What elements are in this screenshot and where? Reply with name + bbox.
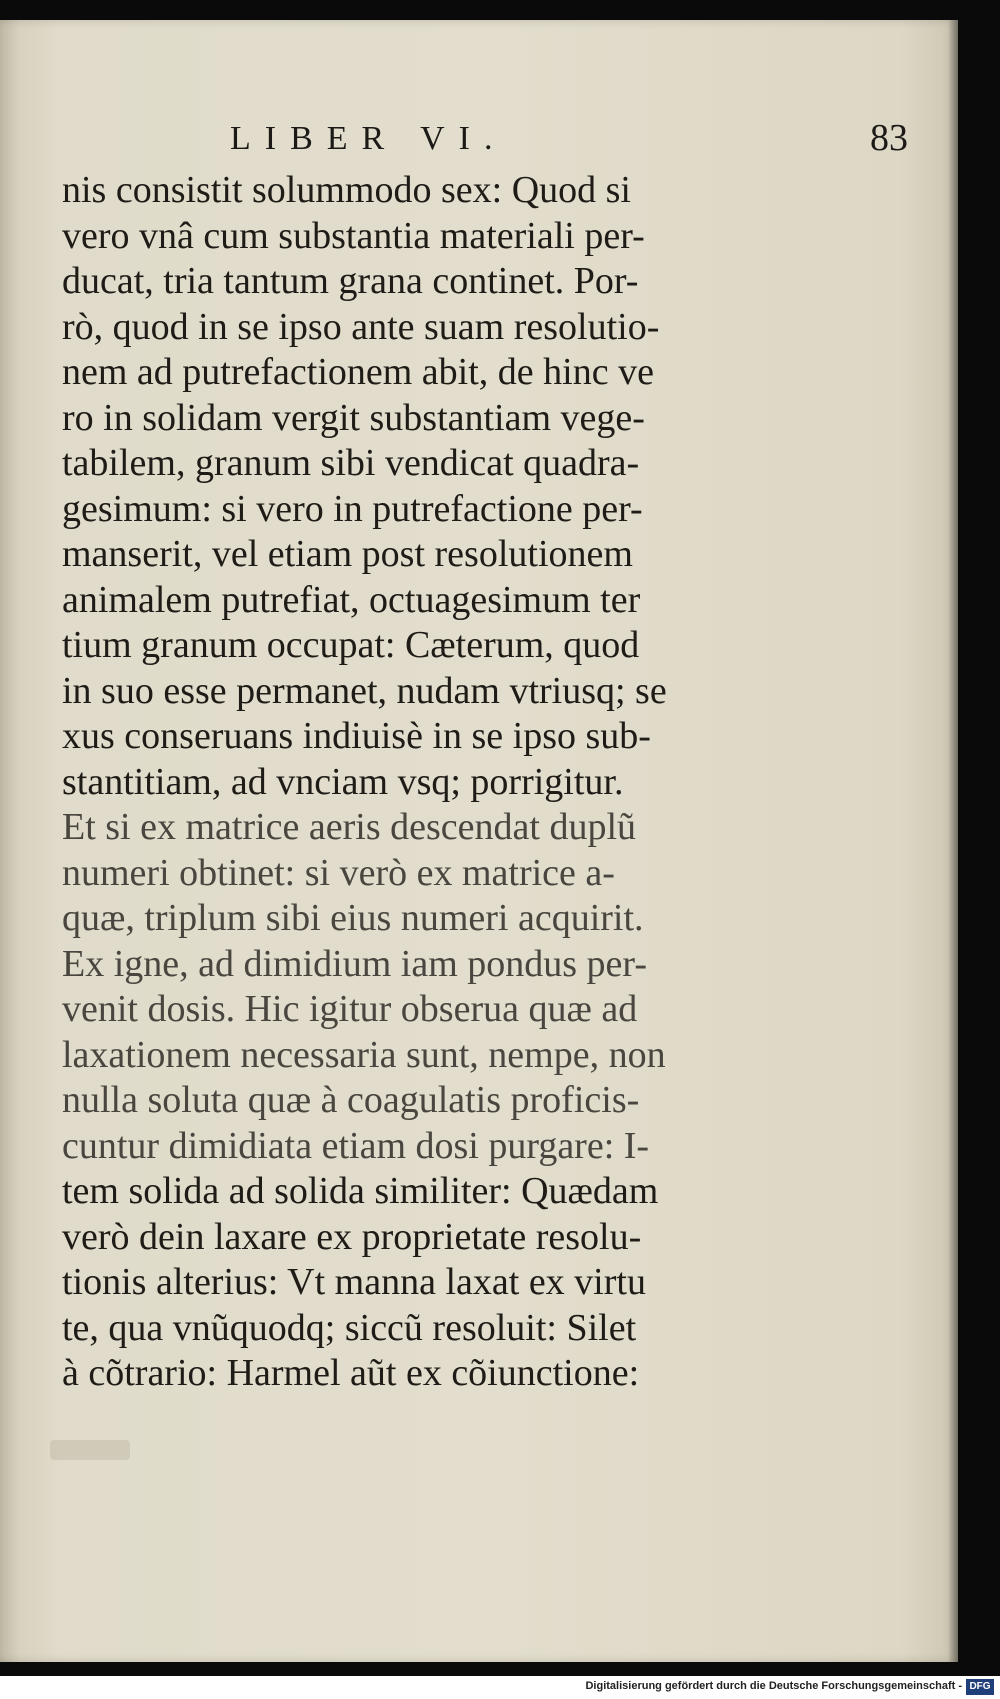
- text-line: cuntur dimidiata etiam dosi purgare: I-: [62, 1124, 650, 1167]
- text-line: stantitiam, ad vnciam vsq; porrigitur.: [62, 760, 624, 803]
- text-line: numeri obtinet: si verò ex matrice a-: [62, 851, 615, 894]
- body-text: [62, 168, 762, 1397]
- text-line: manserit, vel etiam post resolutionem: [62, 533, 633, 575]
- text-line: nis consistit solummodo sex: Quod si: [62, 169, 631, 211]
- text-line: tionis alterius: Vt manna laxat ex virtu: [62, 1261, 646, 1303]
- book-page: [0, 20, 958, 1662]
- text-line: tem solida ad solida similiter: Quædam: [62, 1170, 659, 1212]
- page-number: 83: [870, 117, 908, 159]
- dfg-logo-icon: DFG: [966, 1679, 994, 1695]
- text-line: tium granum occupat: Cæterum, quod: [62, 624, 640, 666]
- text-line: nulla soluta quæ à coagulatis proficis-: [62, 1079, 640, 1121]
- text-line: te, qua vnũquodq; siccũ resoluit: Silet: [62, 1306, 637, 1349]
- text-line: in suo esse permanet, nudam vtriusq; se: [62, 669, 667, 712]
- page-edge-shadow: [948, 20, 958, 1662]
- text-line: xus conseruans indiuisè in se ipso sub-: [62, 715, 651, 757]
- text-line: animalem putrefiat, octuagesimum ter: [62, 578, 641, 621]
- text-line: Ex igne, ad dimidium iam pondus per-: [62, 942, 647, 985]
- text-line: vero vnâ cum substantia materiali per-: [62, 214, 645, 257]
- text-line: gesimum: si vero in putrefactione per-: [62, 487, 643, 530]
- text-line: Et si ex matrice aeris descendat duplũ: [62, 806, 637, 848]
- text-line: ducat, tria tantum grana continet. Por-: [62, 260, 639, 302]
- funding-credit: Digitalisierung gefördert durch die Deutsche Forschungsgemeinschaft -: [585, 1680, 962, 1692]
- text-line: tabilem, granum sibi vendicat quadra-: [62, 442, 640, 484]
- text-line: à cõtrario: Harmel aũt ex cõiunctione:: [62, 1352, 640, 1394]
- text-line: rò, quod in se ipso ante suam resolutio-: [62, 305, 660, 348]
- text-line: ro in solidam vergit substantiam vege-: [62, 396, 645, 439]
- text-line: venit dosis. Hic igitur obserua quæ ad: [62, 988, 638, 1030]
- text-line: quæ, triplum sibi eius numeri acquirit.: [62, 897, 644, 939]
- text-line: verò dein laxare ex proprietate resolu-: [62, 1215, 642, 1258]
- text-line: nem ad putrefactionem abit, de hinc ve: [62, 351, 654, 393]
- running-head-title: LIBER VI.: [230, 120, 507, 157]
- text-line: laxationem necessaria sunt, nempe, non: [62, 1033, 666, 1076]
- bleed-through-mark: [50, 1440, 130, 1460]
